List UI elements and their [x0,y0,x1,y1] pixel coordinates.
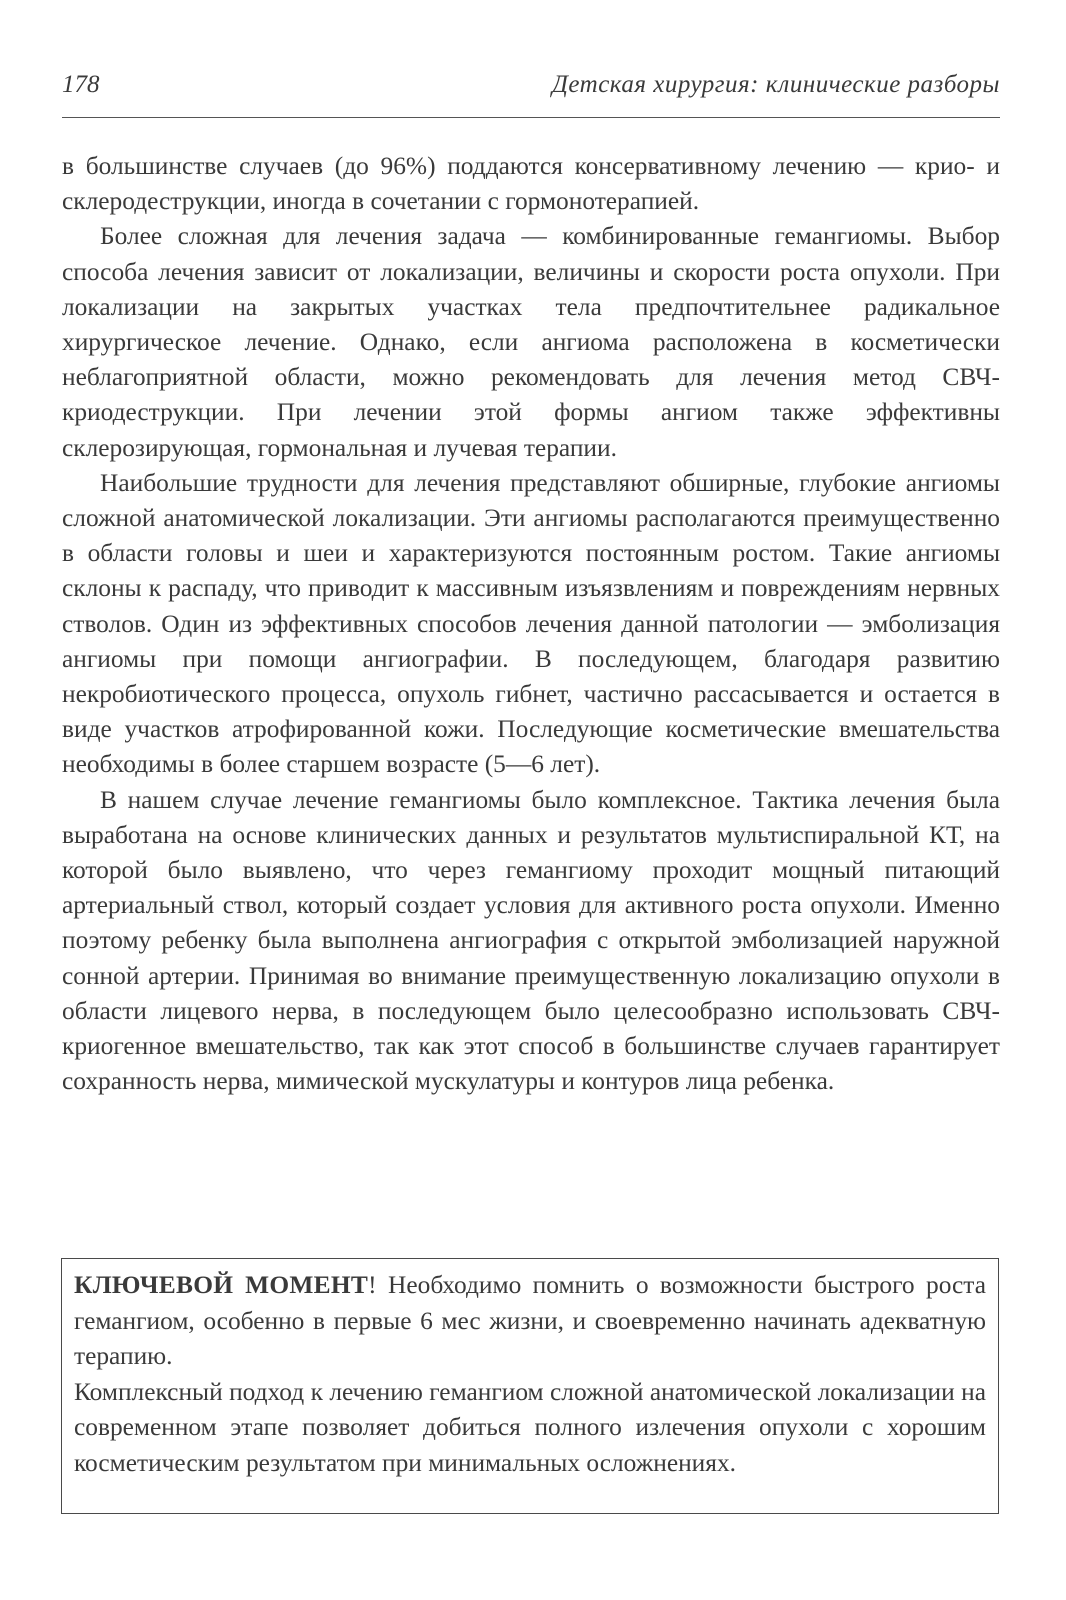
key-point-exclamation: ! [368,1271,377,1299]
page-header [62,68,1000,108]
paragraph-1: в большинстве случаев (до 96%) поддаются консервативному лечению — крио- и склеродеструкции, иногда в сочетании с гормонотерапией. [62,152,1000,216]
paragraph-4: В нашем случае лечение гемангиомы было комплексное. Тактика лечения была выработана на основе клинических данных и результатов мультиспиральной КТ, на которой было выявлено, что через гемангиому проходит мощный питающий артериальный ствол, который создает условия для активного роста опухоли. Именно поэтому ребенку была выполнена ангиография с открытой эмболизацией наружной сонной артерии. Принимая во внимание преимущественную локализацию опухоли в области лицевого нерва, в последующем было целесообразно использовать СВЧ-криогенное вмешательство, так как этот способ в большинстве случаев гарантирует сохранность нерва, мимической мускулатуры и контуров лица ребенка. [62,785,1000,1096]
key-point-box [61,1258,999,1514]
key-point-paragraph-2: Комплексный подход к лечению гемангиом сложной анатомической локализации на современном этапе позволяет добиться полного излечения опухоли с хорошим косметическим результатом при минимальных осложнениях. [74,1377,986,1477]
body-text [62,149,1000,1099]
header-divider [62,117,1000,118]
paragraph-2: Более сложная для лечения задача — комбинированные гемангиомы. Выбор способа лечения зависит от локализации, величины и скорости роста опухоли. При локализации на закрытых участках тела предпочтительнее радикальное хирургическое лечение. Однако, если ангиома расположена в косметически неблагоприятной области, можно рекомендовать для лечения метод СВЧ-криодеструкции. При лечении этой формы ангиом также эффективны склерозирующая, гормональная и лучевая терапии. [62,222,1000,462]
paragraph-3: Наибольшие трудности для лечения представляют обширные, глубокие ангиомы сложной анатомической локализации. Эти ангиомы располагаются преимущественно в области головы и шеи и характеризуются постоянным ростом. Такие ангиомы склоны к распаду, что приводит к массивным изъязвлениям и повреждениям нервных стволов. Один из эффективных способов лечения данной патологии — эмболизация ангиомы при помощи ангиографии. В последующем, благодаря развитию некробиотического процесса, опухоль гибнет, частично рассасывается и остается в виде участков атрофированной кожи. Последующие косметические вмешательства необходимы в более старшем возрасте (5—6 лет). [62,468,1000,779]
key-point-paragraph-1 [74,1268,986,1375]
key-point-label: КЛЮЧЕВОЙ МОМЕНТ [74,1271,369,1299]
running-title: Детская хирургия: клинические разборы [551,71,1000,98]
page-number: 178 [62,71,100,98]
key-point-text-1: Необходимо помнить о возможности быстрого роста гемангиом, особенно в первые 6 мес жизни, и своевременно начинать адекватную терапию. [74,1271,986,1370]
